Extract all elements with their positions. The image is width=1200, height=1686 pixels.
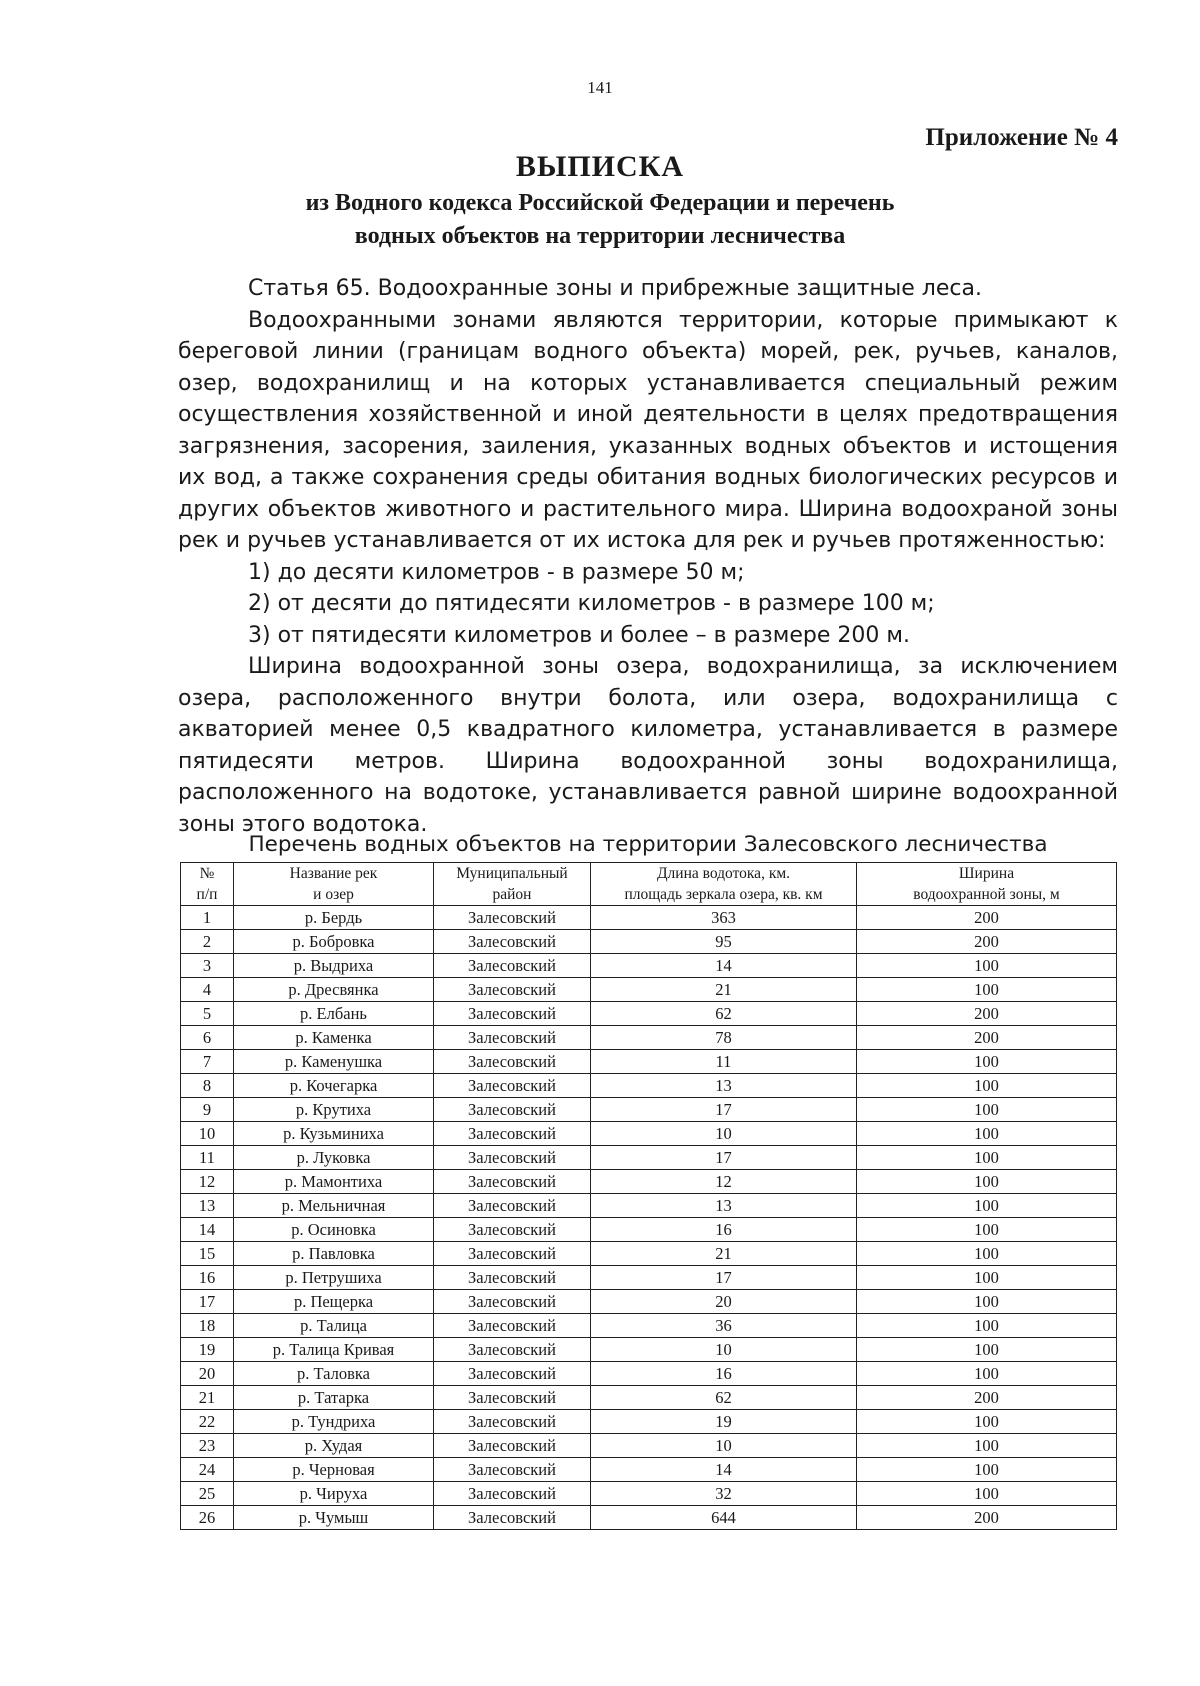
cell-district: Залесовский (434, 1146, 591, 1170)
cell-width: 200 (857, 906, 1117, 930)
table-row (181, 1146, 1117, 1170)
cell-width: 100 (857, 1098, 1117, 1122)
cell-length: 14 (591, 1458, 857, 1482)
cell-width: 100 (857, 954, 1117, 978)
cell-district: Залесовский (434, 1338, 591, 1362)
document-subtitle (0, 187, 1200, 253)
table-row (181, 978, 1117, 1002)
table-row (181, 954, 1117, 978)
cell-width: 100 (857, 1074, 1117, 1098)
cell-length: 62 (591, 1386, 857, 1410)
table-row (181, 1506, 1117, 1530)
cell-name: р. Таловка (234, 1362, 434, 1386)
cell-district: Залесовский (434, 1266, 591, 1290)
cell-number: 13 (181, 1194, 234, 1218)
table-row (181, 1002, 1117, 1026)
cell-width: 100 (857, 978, 1117, 1002)
cell-district: Залесовский (434, 1002, 591, 1026)
table-row (181, 1314, 1117, 1338)
header-width-line-2: водоохранной зоны, м (913, 886, 1060, 903)
cell-length: 363 (591, 906, 857, 930)
article-list-item-3: 3) от пятидесяти километров и более – в размере 200 м. (248, 622, 910, 648)
cell-length: 12 (591, 1170, 857, 1194)
header-length-line-2: площадь зеркала озера, кв. км (624, 886, 823, 903)
cell-name: р. Петрушиха (234, 1266, 434, 1290)
cell-width: 100 (857, 1146, 1117, 1170)
cell-number: 10 (181, 1122, 234, 1146)
cell-width: 100 (857, 1266, 1117, 1290)
cell-name: р. Бобровка (234, 930, 434, 954)
cell-width: 100 (857, 1050, 1117, 1074)
header-width (857, 863, 1117, 906)
cell-district: Залесовский (434, 1290, 591, 1314)
cell-number: 6 (181, 1026, 234, 1050)
cell-width: 100 (857, 1458, 1117, 1482)
cell-district: Залесовский (434, 1098, 591, 1122)
table-row (181, 1482, 1117, 1506)
table-row (181, 1194, 1117, 1218)
cell-width: 200 (857, 1002, 1117, 1026)
header-number (181, 863, 234, 906)
cell-name: р. Мельничная (234, 1194, 434, 1218)
cell-number: 23 (181, 1434, 234, 1458)
cell-name: р. Тундриха (234, 1410, 434, 1434)
table-row (181, 1434, 1117, 1458)
cell-number: 4 (181, 978, 234, 1002)
header-number-line-1: № (199, 865, 215, 882)
cell-number: 14 (181, 1218, 234, 1242)
article-paragraph-2: Ширина водоохранной зоны озера, водохранилища, за исключением озера, расположенного внутри болота, или озера, водохранилища с акваторией менее 0,5 квадратного километра, устанавливается в размере пятидесяти метров. Ширина водоохранной зоны водохранилища, расположенного на водотоке, устанавливается равной ширине водоохранной зоны этого водотока. (178, 654, 1118, 837)
cell-width: 100 (857, 1290, 1117, 1314)
cell-length: 78 (591, 1026, 857, 1050)
cell-number: 11 (181, 1146, 234, 1170)
cell-width: 100 (857, 1242, 1117, 1266)
cell-district: Залесовский (434, 1074, 591, 1098)
water-objects-table (180, 862, 1117, 1530)
table-row (181, 1170, 1117, 1194)
cell-name: р. Чируха (234, 1482, 434, 1506)
cell-length: 644 (591, 1506, 857, 1530)
subtitle-line-2: водных объектов на территории лесничества (354, 223, 846, 249)
cell-width: 200 (857, 1506, 1117, 1530)
cell-number: 15 (181, 1242, 234, 1266)
cell-length: 32 (591, 1482, 857, 1506)
table-caption: Перечень водных объектов на территории Залесовского лесничества (248, 832, 1048, 857)
cell-number: 19 (181, 1338, 234, 1362)
cell-name: р. Осиновка (234, 1218, 434, 1242)
cell-district: Залесовский (434, 1242, 591, 1266)
header-number-line-2: п/п (196, 886, 218, 903)
cell-district: Залесовский (434, 1194, 591, 1218)
table-row (181, 1122, 1117, 1146)
cell-name: р. Кочегарка (234, 1074, 434, 1098)
cell-district: Залесовский (434, 930, 591, 954)
cell-name: р. Мамонтиха (234, 1170, 434, 1194)
subtitle-line-1: из Водного кодекса Российской Федерации и перечень (305, 190, 895, 216)
table-row (181, 1290, 1117, 1314)
cell-name: р. Худая (234, 1434, 434, 1458)
cell-width: 100 (857, 1218, 1117, 1242)
cell-number: 22 (181, 1410, 234, 1434)
table-row (181, 1458, 1117, 1482)
cell-name: р. Павловка (234, 1242, 434, 1266)
cell-length: 13 (591, 1194, 857, 1218)
cell-width: 200 (857, 1026, 1117, 1050)
document-title: ВЫПИСКА (515, 150, 685, 183)
cell-length: 16 (591, 1218, 857, 1242)
cell-number: 5 (181, 1002, 234, 1026)
cell-district: Залесовский (434, 906, 591, 930)
cell-name: р. Талица (234, 1314, 434, 1338)
cell-width: 100 (857, 1338, 1117, 1362)
cell-name: р. Каменушка (234, 1050, 434, 1074)
cell-name: р. Дресвянка (234, 978, 434, 1002)
cell-district: Залесовский (434, 1410, 591, 1434)
header-name (234, 863, 434, 906)
cell-width: 200 (857, 1386, 1117, 1410)
cell-width: 100 (857, 1170, 1117, 1194)
cell-length: 17 (591, 1266, 857, 1290)
cell-number: 9 (181, 1098, 234, 1122)
cell-length: 95 (591, 930, 857, 954)
table-row (181, 1050, 1117, 1074)
table-row (181, 1266, 1117, 1290)
cell-length: 11 (591, 1050, 857, 1074)
cell-length: 21 (591, 1242, 857, 1266)
cell-width: 100 (857, 1122, 1117, 1146)
table-body (181, 906, 1117, 1530)
cell-length: 10 (591, 1434, 857, 1458)
cell-length: 19 (591, 1410, 857, 1434)
cell-width: 100 (857, 1362, 1117, 1386)
header-length-line-1: Длина водотока, км. (656, 865, 791, 882)
table-row (181, 1410, 1117, 1434)
cell-name: р. Каменка (234, 1026, 434, 1050)
cell-district: Залесовский (434, 1434, 591, 1458)
cell-number: 8 (181, 1074, 234, 1098)
cell-width: 100 (857, 1314, 1117, 1338)
cell-number: 25 (181, 1482, 234, 1506)
cell-number: 18 (181, 1314, 234, 1338)
cell-name: р. Кузьминиха (234, 1122, 434, 1146)
cell-length: 13 (591, 1074, 857, 1098)
cell-district: Залесовский (434, 1218, 591, 1242)
cell-number: 3 (181, 954, 234, 978)
cell-name: р. Татарка (234, 1386, 434, 1410)
header-length (591, 863, 857, 906)
page-number: 141 (587, 78, 613, 97)
cell-number: 12 (181, 1170, 234, 1194)
cell-district: Залесовский (434, 1026, 591, 1050)
cell-length: 16 (591, 1362, 857, 1386)
cell-width: 200 (857, 930, 1117, 954)
cell-number: 17 (181, 1290, 234, 1314)
cell-name: р. Чумыш (234, 1506, 434, 1530)
cell-length: 17 (591, 1098, 857, 1122)
cell-district: Залесовский (434, 1482, 591, 1506)
cell-number: 26 (181, 1506, 234, 1530)
cell-number: 21 (181, 1386, 234, 1410)
cell-width: 100 (857, 1410, 1117, 1434)
header-width-line-1: Ширина (958, 865, 1015, 882)
cell-length: 36 (591, 1314, 857, 1338)
cell-number: 20 (181, 1362, 234, 1386)
appendix-label: Приложение № 4 (925, 124, 1118, 151)
cell-district: Залесовский (434, 1170, 591, 1194)
table-row (181, 1242, 1117, 1266)
cell-district: Залесовский (434, 978, 591, 1002)
table-row (181, 1218, 1117, 1242)
cell-district: Залесовский (434, 1458, 591, 1482)
cell-name: р. Крутиха (234, 1098, 434, 1122)
cell-number: 24 (181, 1458, 234, 1482)
cell-district: Залесовский (434, 1050, 591, 1074)
header-name-line-1: Название рек (289, 865, 378, 882)
cell-district: Залесовский (434, 1122, 591, 1146)
cell-number: 7 (181, 1050, 234, 1074)
cell-length: 17 (591, 1146, 857, 1170)
cell-number: 2 (181, 930, 234, 954)
cell-name: р. Луковка (234, 1146, 434, 1170)
cell-district: Залесовский (434, 1506, 591, 1530)
cell-district: Залесовский (434, 1386, 591, 1410)
table-row (181, 1026, 1117, 1050)
table-row (181, 906, 1117, 930)
table-row (181, 930, 1117, 954)
article-paragraph-1: Водоохранными зонами являются территории, которые примыкают к береговой линии (границам водного объекта) морей, рек, ручьев, каналов, озер, водохранилищ и на которых устанавливается специальный режим осуществления хозяйственной и иной деятельности в целях предотвращения загрязнения, засорения, заиления, указанных водных объектов и истощения их вод, а также сохранения среды обитания водных биологических ресурсов и других объектов животного и растительного мира. Ширина водоохраной зоны рек и ручьев устанавливается от их истока для рек и ручьев протяженностью: (178, 307, 1118, 553)
header-district-line-2: район (492, 886, 532, 903)
table-row (181, 1074, 1117, 1098)
table-header-row (181, 863, 1117, 906)
cell-number: 16 (181, 1266, 234, 1290)
cell-name: р. Черновая (234, 1458, 434, 1482)
cell-length: 10 (591, 1338, 857, 1362)
cell-length: 20 (591, 1290, 857, 1314)
cell-name: р. Бердь (234, 906, 434, 930)
table-row (181, 1338, 1117, 1362)
table-row (181, 1386, 1117, 1410)
cell-name: р. Елбань (234, 1002, 434, 1026)
cell-district: Залесовский (434, 1362, 591, 1386)
cell-name: р. Пещерка (234, 1290, 434, 1314)
cell-name: р. Выдриха (234, 954, 434, 978)
cell-length: 10 (591, 1122, 857, 1146)
header-district (434, 863, 591, 906)
table-row (181, 1362, 1117, 1386)
cell-district: Залесовский (434, 954, 591, 978)
cell-width: 100 (857, 1194, 1117, 1218)
header-district-line-1: Муниципальный (456, 865, 568, 882)
cell-name: р. Талица Кривая (234, 1338, 434, 1362)
cell-number: 1 (181, 906, 234, 930)
cell-length: 62 (591, 1002, 857, 1026)
cell-length: 14 (591, 954, 857, 978)
header-name-line-2: и озер (313, 886, 354, 903)
article-list-item-1: 1) до десяти километров - в размере 50 м; (248, 559, 745, 585)
article-text (178, 273, 1118, 840)
article-list-item-2: 2) от десяти до пятидесяти километров - в размере 100 м; (248, 591, 935, 616)
cell-district: Залесовский (434, 1314, 591, 1338)
cell-width: 100 (857, 1434, 1117, 1458)
article-heading: Статья 65. Водоохранные зоны и прибрежные защитные леса. (248, 276, 982, 301)
cell-width: 100 (857, 1482, 1117, 1506)
table-row (181, 1098, 1117, 1122)
cell-length: 21 (591, 978, 857, 1002)
